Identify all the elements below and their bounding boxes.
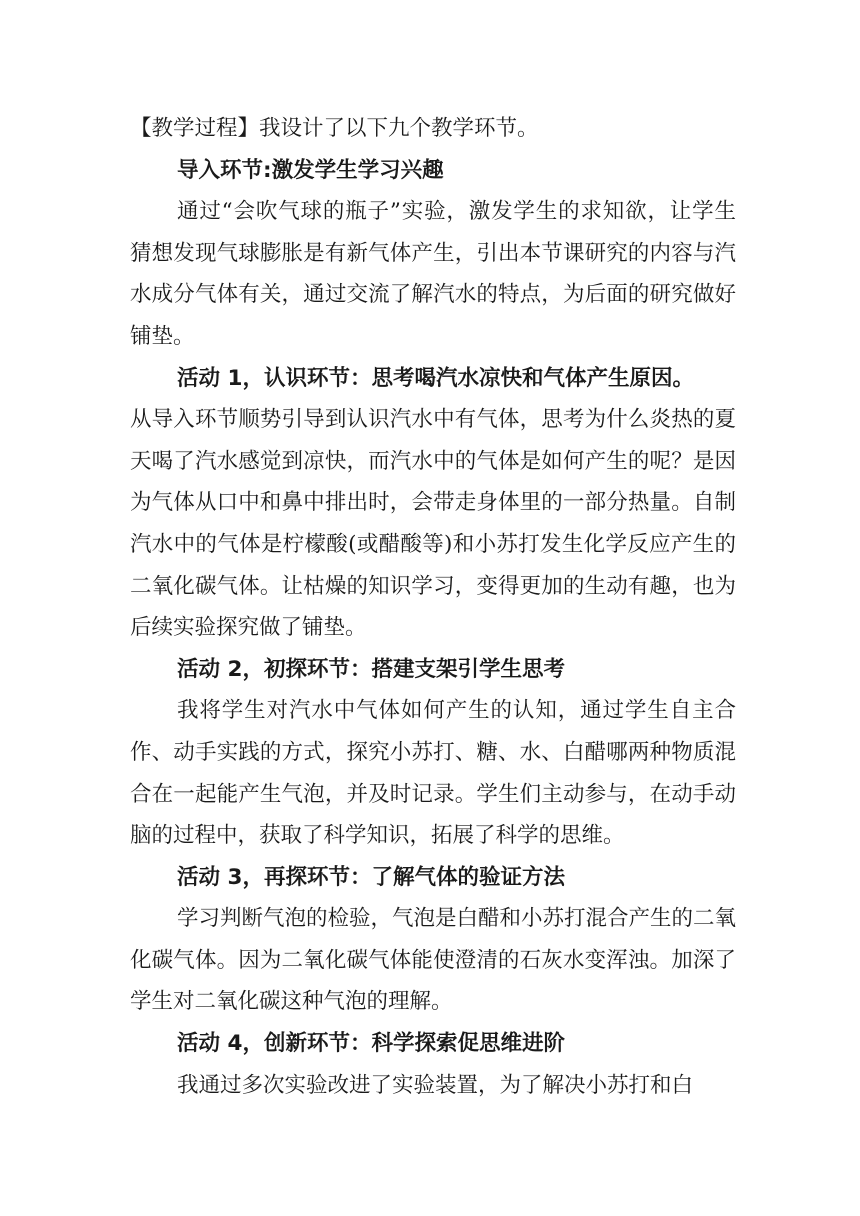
intro-line: 【教学过程】我设计了以下九个教学环节。 [130, 116, 539, 141]
section-body-activity-2: 我将学生对汽水中气体如何产生的认知，通过学生自主合作、动手实践的方式，探究小苏打、糖、水、白醋哪两种物质混合在一起能产生气泡，并及时记录。学生们主动参与，在动手动脑的过程中，获取了科学知识，拓展了科学的思维。 [130, 698, 736, 849]
section-heading-activity-1: 活动 1，认识环节：思考喝汽水凉快和气体产生原因。 [177, 365, 694, 391]
section-heading-intro: 导入环节:激发学生学习兴趣 [177, 157, 444, 183]
document-body [130, 108, 736, 1106]
section-body-activity-4: 我通过多次实验改进了实验装置，为了解决小苏打和白 [177, 1072, 694, 1098]
section-heading-activity-3: 活动 3，再探环节：了解气体的验证方法 [177, 864, 565, 890]
section-body-activity-1: 从导入环节顺势引导到认识汽水中有气体，思考为什么炎热的夏天喝了汽水感觉到凉快，而汽水中的气体是如何产生的呢？是因为气体从口中和鼻中排出时，会带走身体里的一部分热量。自制汽水中的气体是柠檬酸(或醋酸等)和小苏打发生化学反应产生的二氧化碳气体。让枯燥的知识学习，变得更加的生动有趣，也为后续实验探究做了铺垫。 [130, 407, 736, 641]
section-body-activity-3: 学习判断气泡的检验，气泡是白醋和小苏打混合产生的二氧化碳气体。因为二氧化碳气体能使澄清的石灰水变浑浊。加深了学生对二氧化碳这种气泡的理解。 [130, 906, 737, 1015]
section-heading-activity-2: 活动 2，初探环节：搭建支架引学生思考 [177, 656, 565, 682]
section-body-intro: 通过“会吹气球的瓶子”实验，激发学生的求知欲，让学生猜想发现气球膨胀是有新气体产生，引出本节课研究的内容与汽水成分气体有关，通过交流了解汽水的特点，为后面的研究做好铺垫。 [130, 199, 736, 349]
section-heading-activity-4: 活动 4，创新环节：科学探索促思维进阶 [177, 1031, 565, 1057]
